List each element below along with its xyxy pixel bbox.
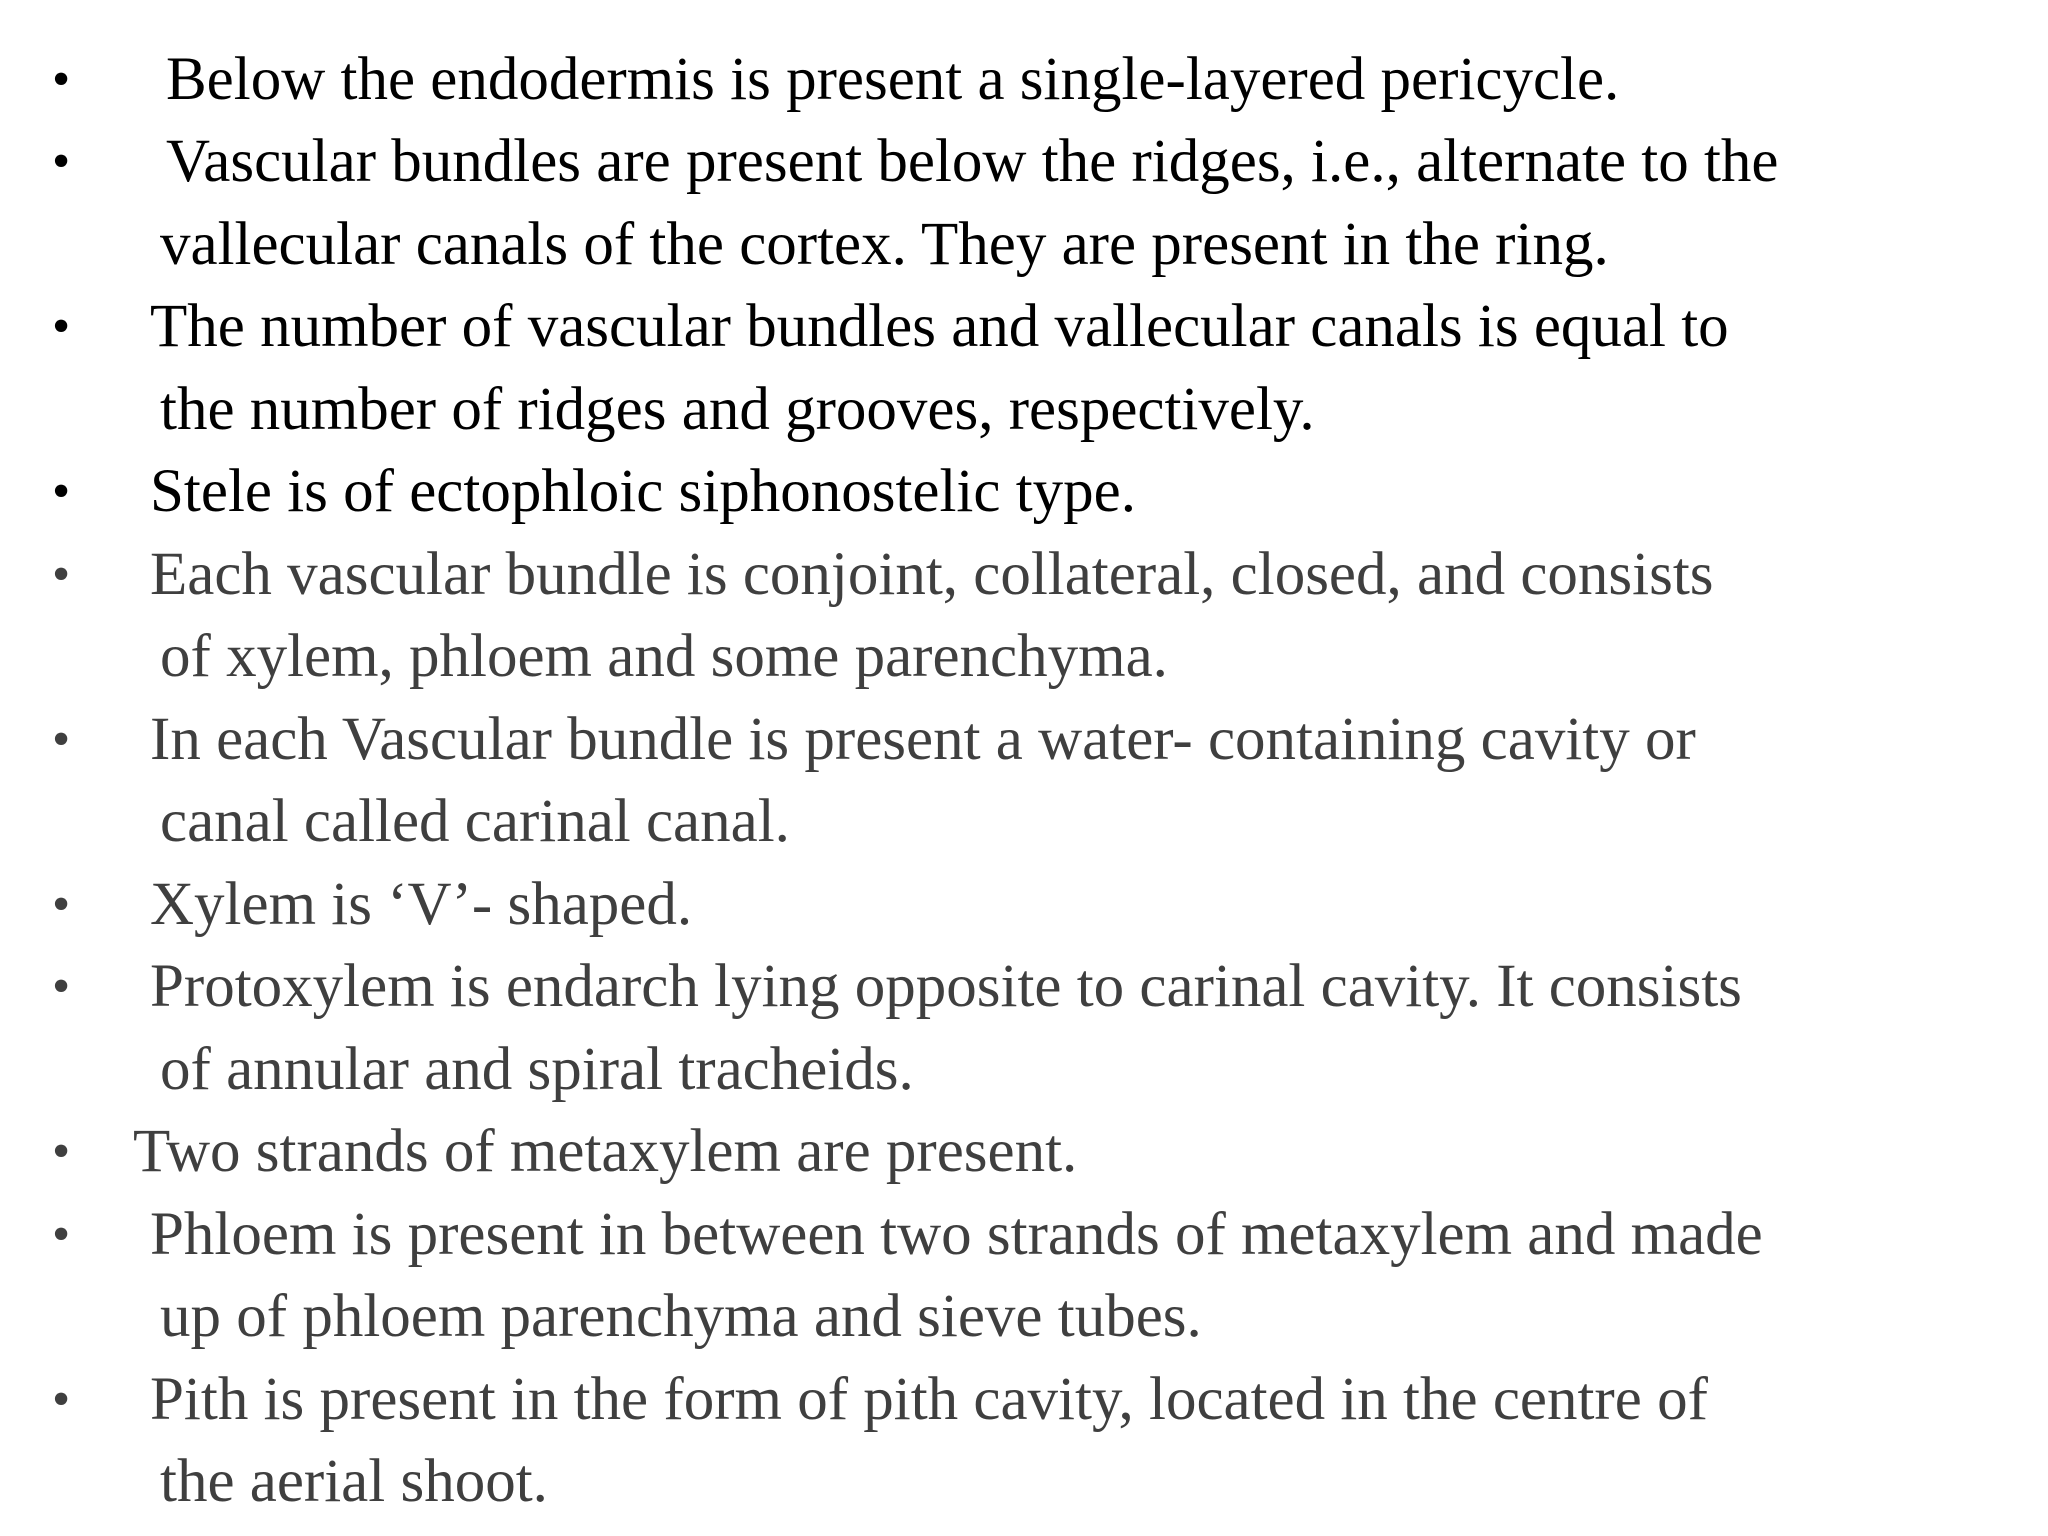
bullet-dot: • — [52, 876, 71, 933]
bullet-dot: • — [52, 546, 71, 603]
bullet-text-continued: the number of ridges and grooves, respectively. — [160, 376, 1315, 443]
bullet-text: Each vascular bundle is conjoint, collateral, closed, and consists — [150, 541, 1714, 608]
bullet-text: The number of vascular bundles and vallecular canals is equal to — [150, 293, 1729, 360]
bullet-dot: • — [52, 133, 71, 190]
bullet-dot: • — [52, 1371, 71, 1428]
bullet-text: Protoxylem is endarch lying opposite to carinal cavity. It consists — [150, 953, 1742, 1020]
bullet-text: Phloem is present in between two strands of metaxylem and made — [150, 1201, 1763, 1268]
bullet-dot: • — [52, 1123, 71, 1180]
bullet-text: Pith is present in the form of pith cavity, located in the centre of — [150, 1366, 1708, 1433]
bullet-text: Vascular bundles are present below the ridges, i.e., alternate to the — [166, 128, 1779, 195]
bullet-dot: • — [52, 958, 71, 1015]
bullet-dot: • — [52, 463, 71, 520]
bullet-dot: • — [52, 711, 71, 768]
bullet-text-continued: canal called carinal canal. — [160, 788, 790, 855]
bullet-text: In each Vascular bundle is present a water- containing cavity or — [150, 706, 1696, 773]
bullet-dot: • — [52, 298, 71, 355]
bullet-text: Xylem is ‘V’- shaped. — [150, 871, 693, 938]
bullet-text: Two strands of metaxylem are present. — [133, 1118, 1078, 1185]
bullet-text-continued: up of phloem parenchyma and sieve tubes. — [160, 1283, 1202, 1350]
bullet-dot: • — [52, 51, 71, 108]
bullet-text-continued: of xylem, phloem and some parenchyma. — [160, 623, 1168, 690]
bullet-text-continued: of annular and spiral tracheids. — [160, 1036, 914, 1103]
bullet-text: Stele is of ectophloic siphonostelic type. — [150, 458, 1136, 525]
bullet-text-continued: the aerial shoot. — [160, 1448, 548, 1515]
bullet-dot: • — [52, 1206, 71, 1263]
bullet-text: Below the endodermis is present a single-layered pericycle. — [166, 46, 1620, 113]
bullet-text-continued: vallecular canals of the cortex. They are present in the ring. — [160, 211, 1609, 278]
